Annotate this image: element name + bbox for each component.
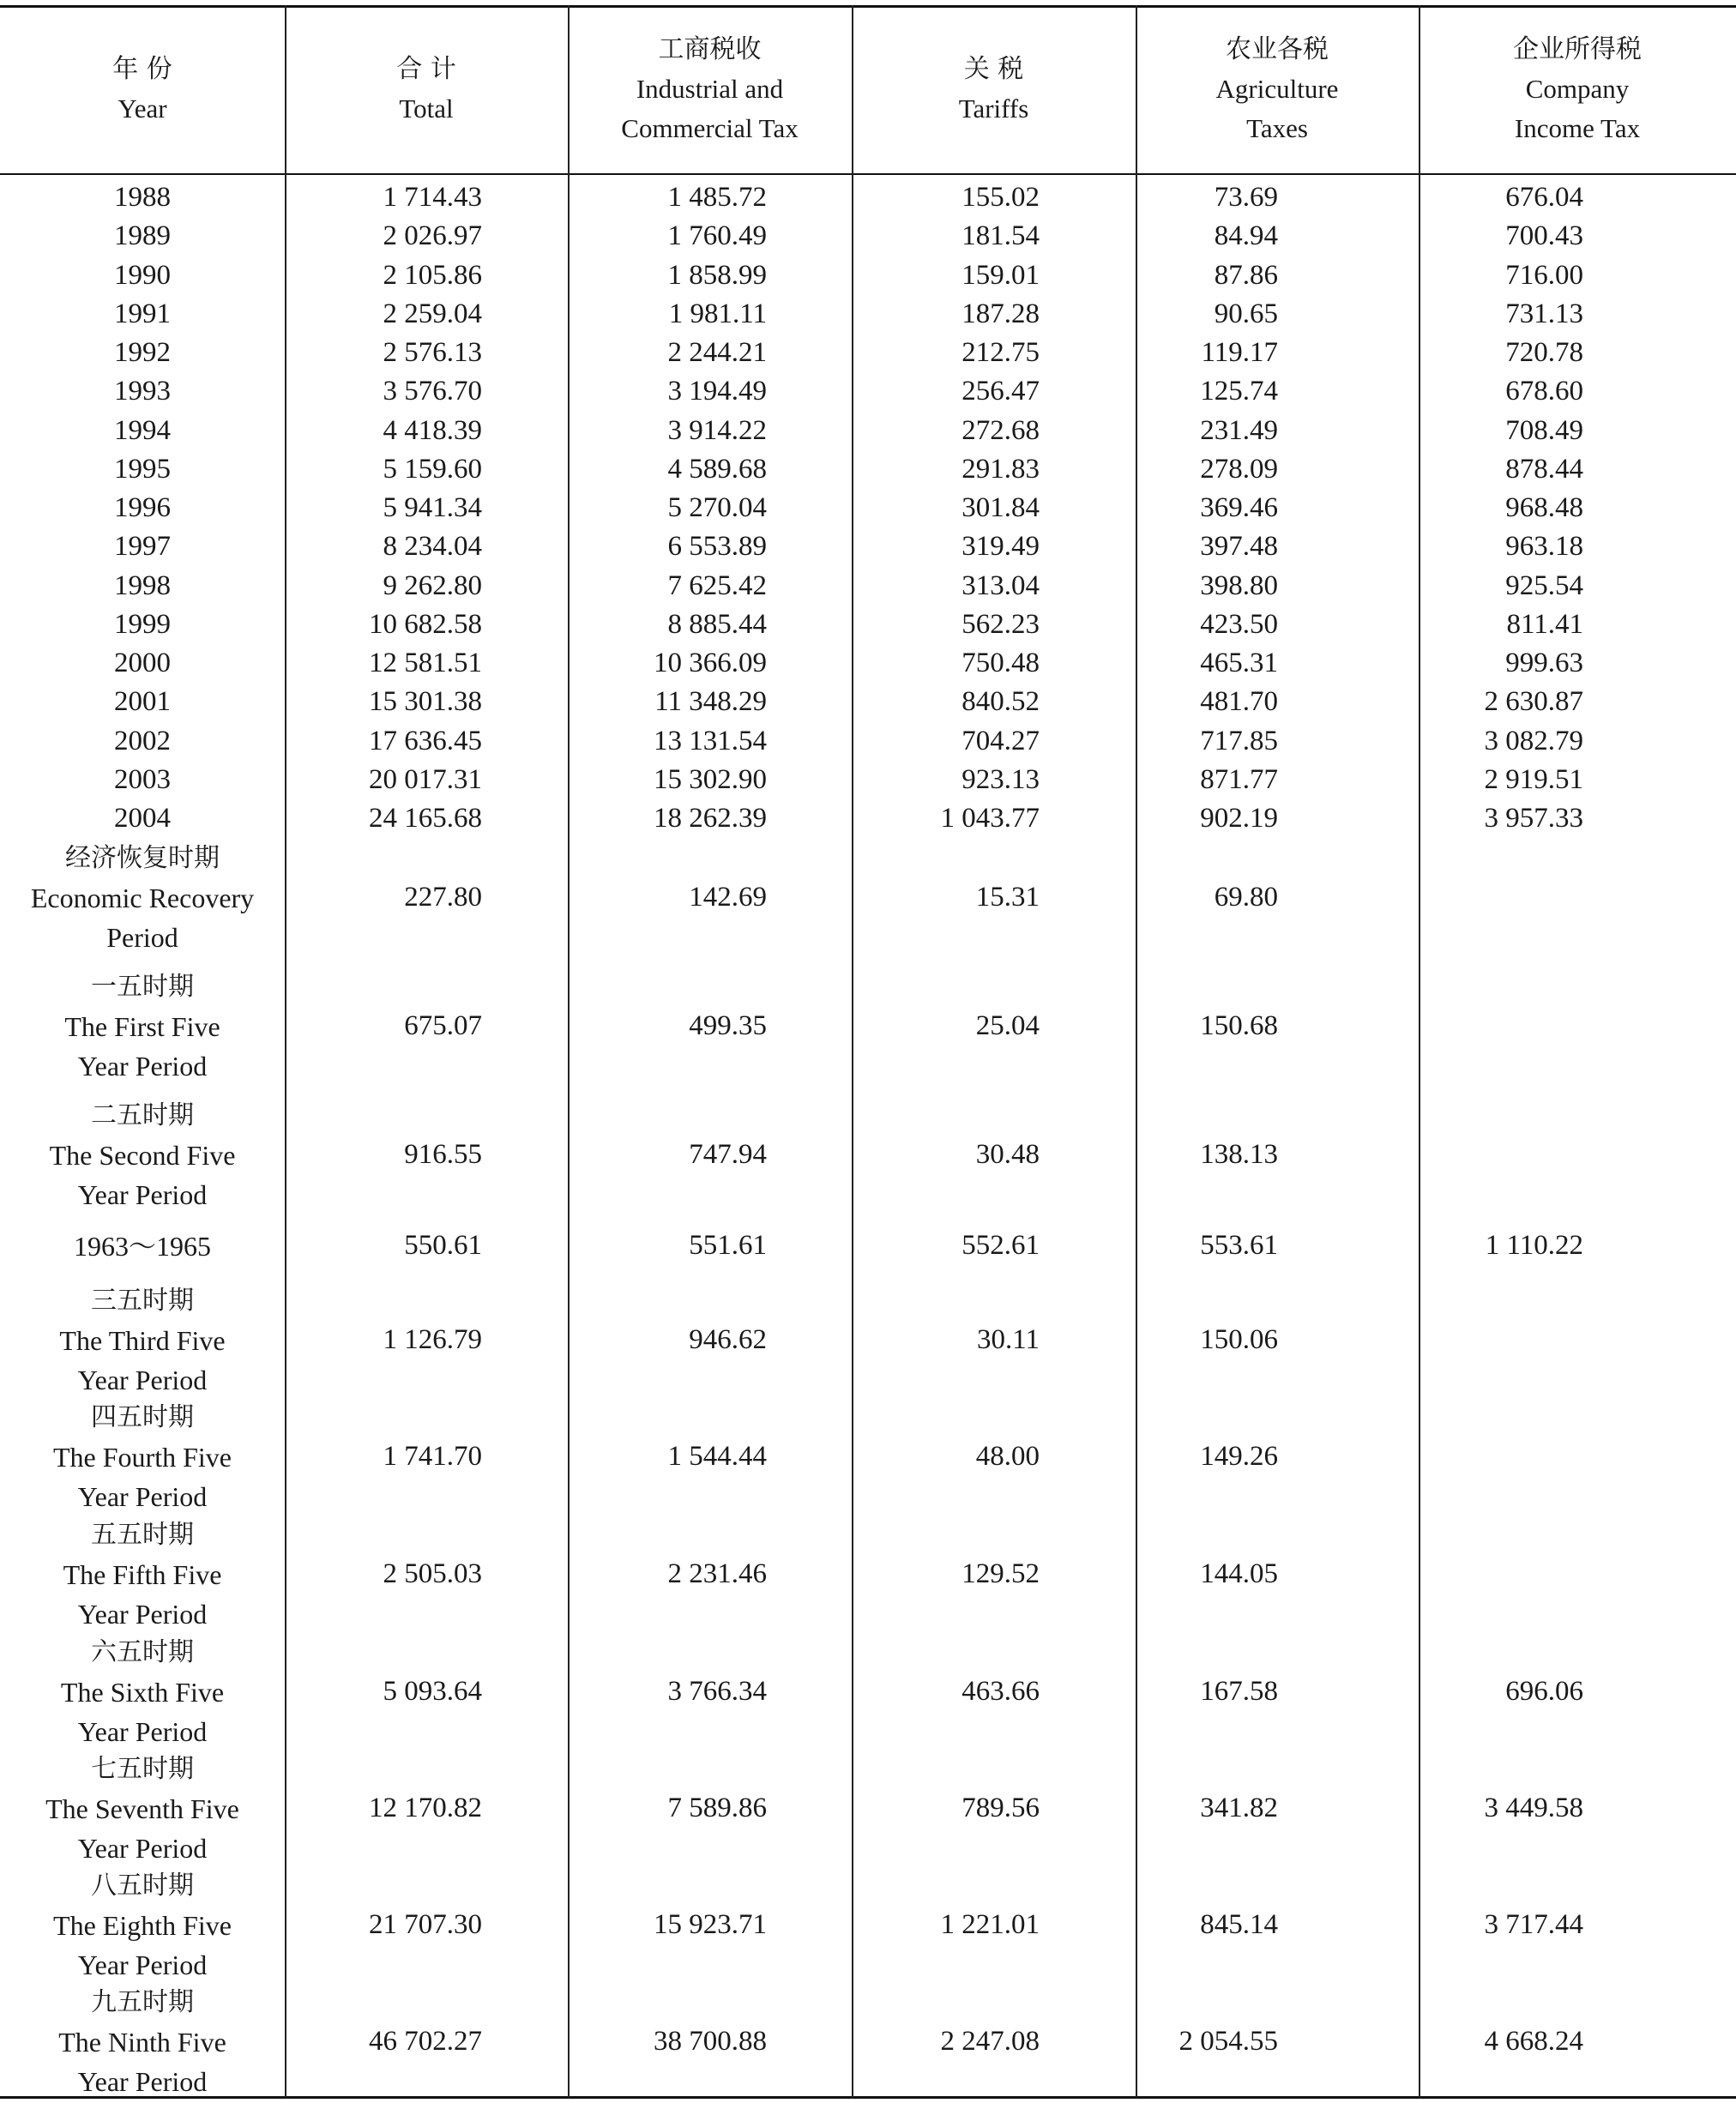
tariffs-cell: 15.31 bbox=[975, 882, 1040, 913]
table-row bbox=[0, 372, 1736, 411]
period-label-en: Year Period bbox=[77, 1949, 208, 1980]
period-label bbox=[0, 839, 285, 957]
period-label bbox=[0, 1750, 285, 1868]
period-label-en: The Sixth Five bbox=[60, 1677, 225, 1708]
agriculture-cell: 369.46 bbox=[1200, 492, 1278, 523]
total-cell: 12 581.51 bbox=[369, 648, 482, 678]
year-cell: 1994 bbox=[114, 415, 171, 446]
total-cell: 1 741.70 bbox=[383, 1441, 482, 1472]
period-label-en: Year Period bbox=[77, 1051, 208, 1082]
total-cell: 2 505.03 bbox=[383, 1558, 482, 1589]
table-row bbox=[0, 295, 1736, 334]
total-cell: 24 165.68 bbox=[369, 803, 482, 834]
tariffs-cell: 25.04 bbox=[975, 1010, 1040, 1041]
industrial-cell: 5 270.04 bbox=[667, 492, 767, 523]
company-cell: 1 110.22 bbox=[1485, 1230, 1583, 1261]
header-agriculture-zh: 农业各税 bbox=[1226, 34, 1329, 64]
period-label bbox=[0, 1515, 285, 1634]
total-cell: 10 682.58 bbox=[369, 609, 482, 640]
industrial-cell: 2 231.46 bbox=[667, 1558, 767, 1589]
period-label bbox=[0, 1096, 285, 1214]
total-cell: 17 636.45 bbox=[369, 726, 482, 756]
company-cell: 708.49 bbox=[1505, 415, 1583, 446]
agriculture-cell: 717.85 bbox=[1200, 726, 1278, 756]
period-label-en: The Eighth Five bbox=[53, 1910, 232, 1941]
period-label-zh: 八五时期 bbox=[91, 1871, 194, 1901]
tariffs-cell: 463.66 bbox=[961, 1676, 1040, 1707]
company-cell: 731.13 bbox=[1505, 298, 1583, 329]
table-row bbox=[0, 722, 1736, 761]
company-cell: 716.00 bbox=[1505, 260, 1583, 291]
industrial-cell: 7 625.42 bbox=[667, 570, 767, 601]
period-label-zh: 四五时期 bbox=[91, 1402, 194, 1432]
agriculture-cell: 73.69 bbox=[1214, 182, 1278, 213]
total-cell: 8 234.04 bbox=[383, 531, 482, 562]
agriculture-cell: 119.17 bbox=[1201, 337, 1278, 368]
industrial-cell: 4 589.68 bbox=[667, 454, 767, 485]
agriculture-cell: 90.65 bbox=[1214, 298, 1278, 329]
year-cell: 2001 bbox=[114, 686, 171, 717]
company-cell: 811.41 bbox=[1506, 609, 1583, 640]
period-label-en: The Seventh Five bbox=[45, 1793, 239, 1824]
total-cell: 2 026.97 bbox=[383, 220, 482, 251]
header-year-zh: 年 份 bbox=[112, 54, 172, 84]
total-cell: 5 093.64 bbox=[383, 1676, 482, 1707]
total-cell: 46 702.27 bbox=[369, 2026, 482, 2057]
period-label-en: The Fourth Five bbox=[53, 1442, 232, 1473]
total-cell: 227.80 bbox=[404, 882, 482, 913]
table-row bbox=[0, 489, 1736, 527]
company-cell: 720.78 bbox=[1505, 337, 1583, 368]
company-cell: 3 717.44 bbox=[1484, 1909, 1583, 1940]
header-company bbox=[1419, 7, 1736, 172]
agriculture-cell: 231.49 bbox=[1200, 415, 1278, 446]
agriculture-cell: 150.06 bbox=[1200, 1324, 1278, 1355]
total-cell: 2 259.04 bbox=[383, 298, 482, 329]
tariffs-cell: 704.27 bbox=[961, 726, 1040, 756]
tariffs-cell: 840.52 bbox=[961, 686, 1040, 717]
header-tariffs-zh: 关 税 bbox=[963, 54, 1024, 84]
industrial-cell: 7 589.86 bbox=[667, 1793, 767, 1823]
year-cell: 2003 bbox=[114, 764, 171, 795]
industrial-cell: 38 700.88 bbox=[654, 2026, 767, 2057]
agriculture-cell: 138.13 bbox=[1200, 1139, 1278, 1170]
tariffs-cell: 319.49 bbox=[961, 531, 1040, 562]
total-cell: 15 301.38 bbox=[369, 686, 482, 717]
company-cell: 678.60 bbox=[1505, 376, 1583, 407]
tariffs-cell: 562.23 bbox=[961, 609, 1040, 640]
company-cell: 925.54 bbox=[1505, 570, 1583, 601]
period-label-en: The Ninth Five bbox=[58, 2027, 226, 2058]
table-row bbox=[0, 527, 1736, 566]
company-cell: 676.04 bbox=[1505, 182, 1583, 213]
industrial-cell: 946.62 bbox=[689, 1324, 767, 1355]
year-cell: 1988 bbox=[114, 182, 171, 213]
year-cell: 1995 bbox=[114, 454, 171, 485]
agriculture-cell: 341.82 bbox=[1200, 1793, 1278, 1823]
header-company-en-line1: Company bbox=[1525, 74, 1630, 104]
total-cell: 916.55 bbox=[404, 1139, 482, 1170]
tariffs-cell: 789.56 bbox=[961, 1793, 1040, 1823]
industrial-cell: 3 194.49 bbox=[667, 376, 767, 407]
table-row bbox=[0, 683, 1736, 721]
period-label-en: The First Five bbox=[64, 1011, 220, 1042]
table-row bbox=[0, 761, 1736, 799]
total-cell: 3 576.70 bbox=[383, 376, 482, 407]
year-cell: 1990 bbox=[114, 260, 171, 291]
period-label bbox=[0, 1398, 285, 1516]
tariffs-cell: 212.75 bbox=[961, 337, 1040, 368]
total-cell: 9 262.80 bbox=[383, 570, 482, 601]
header-total-en: Total bbox=[399, 93, 454, 124]
tariffs-cell: 313.04 bbox=[961, 570, 1040, 601]
industrial-cell: 499.35 bbox=[689, 1010, 767, 1041]
tariffs-cell: 2 247.08 bbox=[940, 2026, 1040, 2057]
industrial-cell: 1 760.49 bbox=[667, 220, 767, 251]
table-row bbox=[0, 644, 1736, 683]
period-label-en: Year Period bbox=[77, 1179, 208, 1210]
agriculture-cell: 423.50 bbox=[1200, 609, 1278, 640]
total-cell: 12 170.82 bbox=[369, 1793, 482, 1823]
industrial-cell: 8 885.44 bbox=[667, 609, 767, 640]
industrial-cell: 11 348.29 bbox=[654, 686, 767, 717]
company-cell: 4 668.24 bbox=[1484, 2026, 1583, 2057]
period-label-zh: 三五时期 bbox=[91, 1286, 194, 1316]
year-cell: 1989 bbox=[114, 220, 171, 251]
table-row bbox=[0, 799, 1736, 838]
agriculture-cell: 2 054.55 bbox=[1178, 2026, 1278, 2057]
header-agriculture-en-line1: Agriculture bbox=[1215, 74, 1339, 104]
company-cell: 2 919.51 bbox=[1484, 764, 1583, 795]
tariffs-cell: 1 221.01 bbox=[940, 1909, 1040, 1940]
header-agriculture-en-line2: Taxes bbox=[1246, 113, 1308, 143]
table-row bbox=[0, 256, 1736, 295]
period-label-zh: 七五时期 bbox=[91, 1754, 194, 1784]
industrial-cell: 15 302.90 bbox=[654, 764, 767, 795]
industrial-cell: 6 553.89 bbox=[667, 531, 767, 562]
period-label bbox=[0, 1281, 285, 1400]
company-cell: 963.18 bbox=[1505, 531, 1583, 562]
tariffs-cell: 750.48 bbox=[961, 648, 1040, 678]
tariffs-cell: 552.61 bbox=[961, 1230, 1040, 1261]
header-year bbox=[0, 7, 285, 172]
header-industrial-zh: 工商税收 bbox=[658, 34, 762, 64]
year-cell: 1992 bbox=[114, 337, 171, 368]
total-cell: 1 126.79 bbox=[383, 1324, 482, 1355]
total-cell: 5 159.60 bbox=[383, 454, 482, 485]
industrial-cell: 15 923.71 bbox=[654, 1909, 767, 1940]
header-bottom-rule bbox=[0, 173, 1736, 175]
tariffs-cell: 1 043.77 bbox=[940, 803, 1040, 834]
agriculture-cell: 125.74 bbox=[1200, 376, 1278, 407]
industrial-cell: 1 485.72 bbox=[667, 182, 767, 213]
year-cell: 1991 bbox=[114, 298, 171, 329]
industrial-cell: 142.69 bbox=[689, 882, 767, 913]
total-cell: 1 714.43 bbox=[383, 182, 482, 213]
total-cell: 5 941.34 bbox=[383, 492, 482, 523]
header-tariffs-en: Tariffs bbox=[958, 93, 1029, 124]
company-cell: 3 957.33 bbox=[1484, 803, 1583, 834]
industrial-cell: 3 766.34 bbox=[667, 1676, 767, 1707]
period-label-en: Year Period bbox=[77, 1833, 208, 1864]
agriculture-cell: 150.68 bbox=[1200, 1010, 1278, 1041]
industrial-cell: 10 366.09 bbox=[654, 648, 767, 678]
header-total bbox=[285, 7, 568, 172]
period-label-en: Year Period bbox=[77, 1716, 208, 1747]
company-cell: 968.48 bbox=[1505, 492, 1583, 523]
year-cell: 1996 bbox=[114, 492, 171, 523]
tariffs-cell: 155.02 bbox=[961, 182, 1040, 213]
period-label-zh: 一五时期 bbox=[91, 972, 194, 1002]
agriculture-cell: 398.80 bbox=[1200, 570, 1278, 601]
header-industrial bbox=[568, 7, 852, 172]
period-label-zh: 九五时期 bbox=[91, 1987, 194, 2017]
table-row bbox=[0, 606, 1736, 644]
period-label-en: Period bbox=[106, 922, 178, 953]
agriculture-cell: 69.80 bbox=[1214, 882, 1278, 913]
total-cell: 2 576.13 bbox=[383, 337, 482, 368]
tariffs-cell: 923.13 bbox=[961, 764, 1040, 795]
header-tariffs bbox=[852, 7, 1136, 172]
agriculture-cell: 84.94 bbox=[1214, 220, 1278, 251]
agriculture-cell: 149.26 bbox=[1200, 1441, 1278, 1472]
tariffs-cell: 129.52 bbox=[961, 1558, 1040, 1589]
period-label-en: 1963～1965 bbox=[73, 1231, 211, 1262]
period-label bbox=[0, 1866, 285, 1985]
industrial-cell: 18 262.39 bbox=[654, 803, 767, 834]
period-label-en: The Second Five bbox=[49, 1140, 236, 1171]
industrial-cell: 1 544.44 bbox=[667, 1441, 767, 1472]
agriculture-cell: 845.14 bbox=[1200, 1909, 1278, 1940]
header-company-en-line2: Income Tax bbox=[1514, 113, 1641, 143]
tariffs-cell: 48.00 bbox=[975, 1441, 1040, 1472]
company-cell: 2 630.87 bbox=[1484, 686, 1583, 717]
agriculture-cell: 167.58 bbox=[1200, 1676, 1278, 1707]
period-label-en: Year Period bbox=[77, 2066, 208, 2097]
tariffs-cell: 187.28 bbox=[961, 298, 1040, 329]
period-label-zh: 五五时期 bbox=[91, 1520, 194, 1550]
tariffs-cell: 256.47 bbox=[961, 376, 1040, 407]
tariffs-cell: 301.84 bbox=[961, 492, 1040, 523]
period-label bbox=[0, 1983, 285, 2101]
period-label-en: Economic Recovery bbox=[30, 883, 255, 913]
total-cell: 4 418.39 bbox=[383, 415, 482, 446]
agriculture-cell: 871.77 bbox=[1200, 764, 1278, 795]
industrial-cell: 551.61 bbox=[689, 1230, 767, 1261]
total-cell: 20 017.31 bbox=[369, 764, 482, 795]
agriculture-cell: 465.31 bbox=[1200, 648, 1278, 678]
period-label-en: The Third Five bbox=[59, 1325, 226, 1356]
company-cell: 999.63 bbox=[1505, 648, 1583, 678]
period-label-en: The Fifth Five bbox=[63, 1559, 222, 1590]
header-year-en: Year bbox=[118, 93, 167, 124]
period-label bbox=[0, 1633, 285, 1751]
period-label-zh: 二五时期 bbox=[91, 1100, 194, 1130]
period-label-zh: 经济恢复时期 bbox=[65, 843, 220, 873]
period-label bbox=[0, 1226, 285, 1266]
period-label-en: Year Period bbox=[77, 1481, 208, 1512]
table-row bbox=[0, 217, 1736, 256]
period-label bbox=[0, 967, 285, 1086]
agriculture-cell: 902.19 bbox=[1200, 803, 1278, 834]
table-row bbox=[0, 450, 1736, 489]
industrial-cell: 13 131.54 bbox=[654, 726, 767, 756]
company-cell: 700.43 bbox=[1505, 220, 1583, 251]
agriculture-cell: 87.86 bbox=[1214, 260, 1278, 291]
tariffs-cell: 272.68 bbox=[961, 415, 1040, 446]
industrial-cell: 747.94 bbox=[689, 1139, 767, 1170]
company-cell: 3 082.79 bbox=[1484, 726, 1583, 756]
tariffs-cell: 291.83 bbox=[961, 454, 1040, 485]
tariffs-cell: 30.11 bbox=[976, 1324, 1040, 1355]
year-cell: 1998 bbox=[114, 570, 171, 601]
agriculture-cell: 481.70 bbox=[1200, 686, 1278, 717]
table-row bbox=[0, 334, 1736, 372]
tariffs-cell: 30.48 bbox=[975, 1139, 1040, 1170]
company-cell: 696.06 bbox=[1505, 1676, 1583, 1707]
agriculture-cell: 397.48 bbox=[1200, 531, 1278, 562]
period-label-en: Year Period bbox=[77, 1365, 208, 1395]
year-cell: 1993 bbox=[114, 376, 171, 407]
table-row bbox=[0, 178, 1736, 217]
header-agriculture bbox=[1136, 7, 1419, 172]
header-industrial-en-line2: Commercial Tax bbox=[621, 113, 799, 143]
year-cell: 2000 bbox=[114, 648, 171, 678]
total-cell: 2 105.86 bbox=[383, 260, 482, 291]
industrial-cell: 1 858.99 bbox=[667, 260, 767, 291]
industrial-cell: 2 244.21 bbox=[667, 337, 767, 368]
agriculture-cell: 278.09 bbox=[1200, 454, 1278, 485]
header-total-zh: 合 计 bbox=[396, 54, 456, 84]
year-cell: 1999 bbox=[114, 609, 171, 640]
tariffs-cell: 181.54 bbox=[961, 220, 1040, 251]
table-row bbox=[0, 567, 1736, 606]
period-label-en: Year Period bbox=[77, 1599, 208, 1630]
tariffs-cell: 159.01 bbox=[961, 260, 1040, 291]
company-cell: 878.44 bbox=[1505, 454, 1583, 485]
year-cell: 2002 bbox=[114, 726, 171, 756]
header-company-zh: 企业所得税 bbox=[1513, 34, 1642, 64]
agriculture-cell: 553.61 bbox=[1200, 1230, 1278, 1261]
total-cell: 550.61 bbox=[404, 1230, 482, 1261]
total-cell: 675.07 bbox=[404, 1010, 482, 1041]
header-industrial-en-line1: Industrial and bbox=[636, 74, 784, 104]
total-cell: 21 707.30 bbox=[369, 1909, 482, 1940]
year-cell: 1997 bbox=[114, 531, 171, 562]
industrial-cell: 1 981.11 bbox=[668, 298, 767, 329]
period-label-zh: 六五时期 bbox=[91, 1637, 194, 1667]
table-row bbox=[0, 412, 1736, 450]
industrial-cell: 3 914.22 bbox=[667, 415, 767, 446]
agriculture-cell: 144.05 bbox=[1200, 1558, 1278, 1589]
year-cell: 2004 bbox=[114, 803, 171, 834]
company-cell: 3 449.58 bbox=[1484, 1793, 1583, 1823]
